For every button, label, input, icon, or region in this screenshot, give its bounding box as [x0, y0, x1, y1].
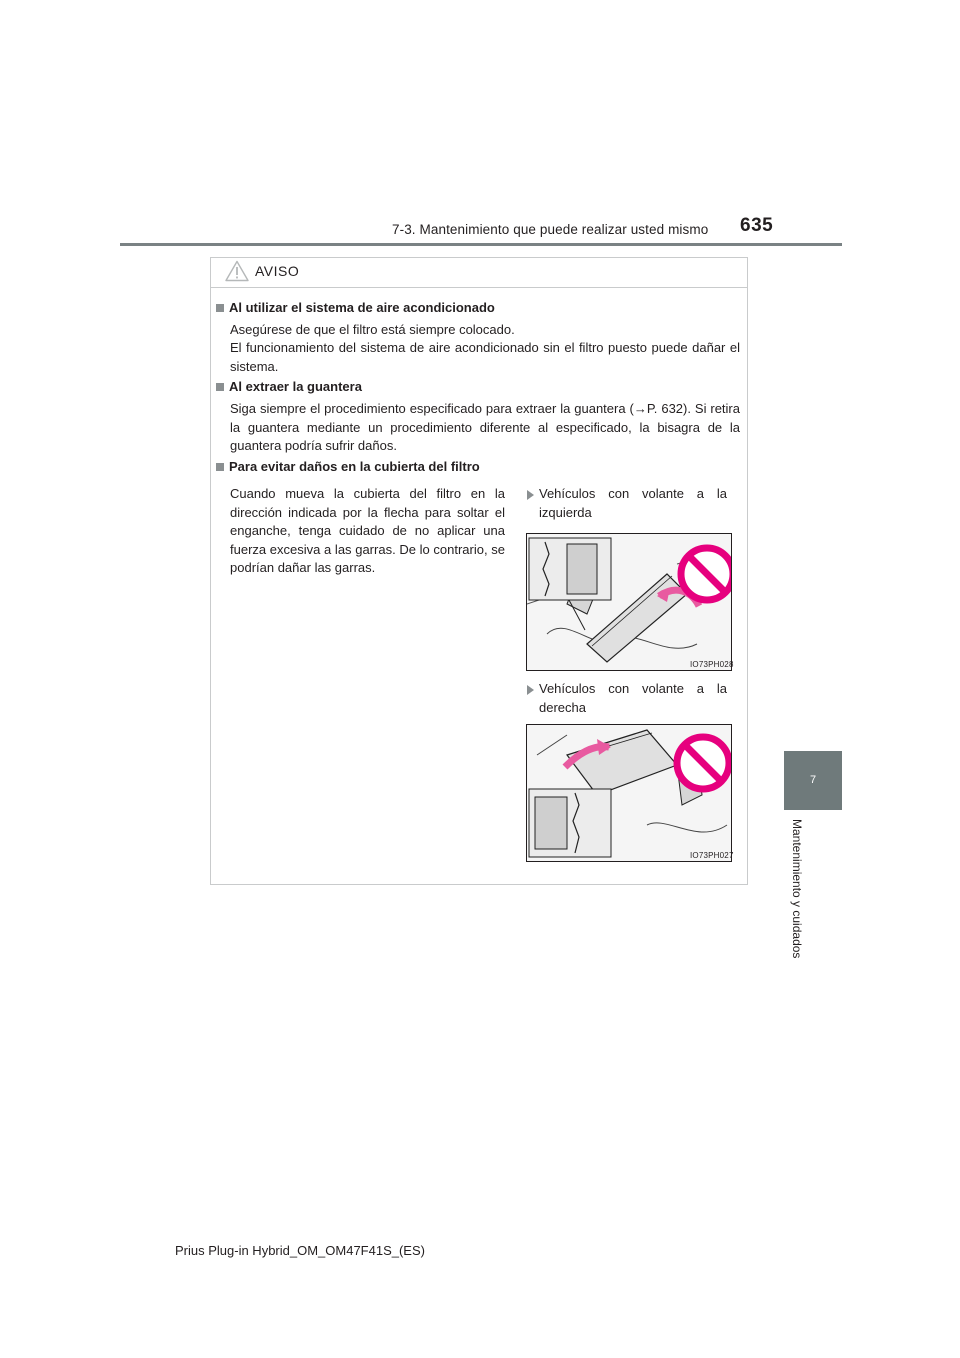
filter-cover-illustration — [527, 725, 731, 861]
bullet-square-icon — [216, 463, 224, 471]
section-text: Asegúrese de que el filtro está siempre colocado. — [230, 322, 515, 337]
figure-caption: Vehículos con volante a la izquierda — [539, 486, 727, 520]
warning-triangle-icon — [225, 260, 249, 282]
figure-right-hand-drive — [526, 724, 732, 862]
section-text: Siga siempre el procedimiento especificado para extraer la guantera (→P. 632). Si retira la guantera mediante un procedimiento diferente al especificado, la bisagra de la guantera podría sufrir daños. — [230, 401, 740, 454]
chapter-title: Mantenimiento y cuidados — [790, 819, 804, 959]
footer-manual-id: Prius Plug-in Hybrid_OM_OM47F41S_(ES) — [175, 1243, 425, 1258]
section-heading: Para evitar daños en la cubierta del filtro — [229, 459, 480, 474]
bullet-square-icon — [216, 383, 224, 391]
filter-cover-illustration — [527, 534, 731, 670]
section-heading: Al utilizar el sistema de aire acondicionado — [229, 300, 495, 315]
section-text: El funcionamiento del sistema de aire acondicionado sin el filtro puesto puede dañar el sistema. — [230, 340, 740, 374]
figure-left-hand-drive — [526, 533, 732, 671]
section-heading: Al extraer la guantera — [229, 379, 362, 394]
header-rule — [120, 243, 842, 246]
figure-code: IO73PH027 — [690, 851, 734, 860]
notice-title: AVISO — [255, 263, 300, 279]
chapter-tab: 7 — [784, 751, 842, 810]
bullet-arrow-icon — [527, 490, 534, 500]
section-text: Cuando mueva la cubierta del filtro en la dirección indicada por la flecha para soltar el enganche, tenga cuidado de no aplicar una fuerza excesiva a las garras. De lo contrario, se podrían dañar las garras. — [230, 486, 505, 576]
figure-caption: Vehículos con volante a la derecha — [539, 681, 727, 715]
chapter-caption — [790, 819, 806, 979]
bullet-arrow-icon — [527, 685, 534, 695]
page-number: 635 — [740, 215, 774, 236]
section-title: 7-3. Mantenimiento que puede realizar usted mismo — [392, 222, 709, 237]
bullet-square-icon — [216, 304, 224, 312]
figure-code: IO73PH028 — [690, 660, 734, 669]
